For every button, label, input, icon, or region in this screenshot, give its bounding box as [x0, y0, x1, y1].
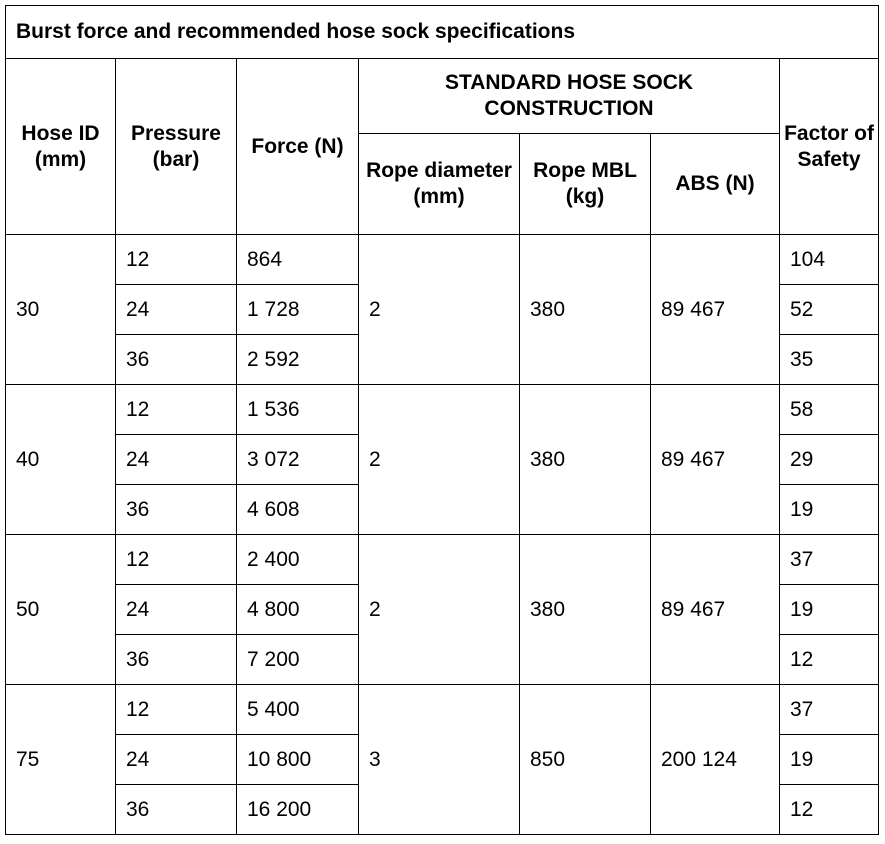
pressure-cell: 24: [116, 285, 237, 335]
force-cell: 2 400: [237, 535, 359, 585]
factor-of-safety-cell: 52: [780, 285, 879, 335]
hose-id-cell: 40: [6, 385, 116, 535]
header-rope-mbl: Rope MBL (kg): [520, 134, 651, 235]
factor-of-safety-cell: 37: [780, 535, 879, 585]
force-cell: 4 800: [237, 585, 359, 635]
abs-cell: 89 467: [651, 235, 780, 385]
rope-mbl-cell: 380: [520, 385, 651, 535]
force-cell: 864: [237, 235, 359, 285]
factor-of-safety-cell: 58: [780, 385, 879, 435]
factor-of-safety-cell: 19: [780, 735, 879, 785]
table-body: [6, 235, 879, 835]
factor-of-safety-cell: 37: [780, 685, 879, 735]
factor-of-safety-cell: 104: [780, 235, 879, 285]
rope-mbl-cell: 380: [520, 535, 651, 685]
rope-diameter-cell: 2: [359, 385, 520, 535]
header-hose-id: Hose ID (mm): [6, 59, 116, 235]
table-title: Burst force and recommended hose sock specifications: [6, 6, 879, 59]
header-pressure: Pressure (bar): [116, 59, 237, 235]
header-rope-diameter: Rope diameter (mm): [359, 134, 520, 235]
factor-of-safety-cell: 19: [780, 585, 879, 635]
force-cell: 1 728: [237, 285, 359, 335]
factor-of-safety-cell: 12: [780, 785, 879, 835]
rope-diameter-cell: 2: [359, 235, 520, 385]
header-force: Force (N): [237, 59, 359, 235]
force-cell: 3 072: [237, 435, 359, 485]
force-cell: 4 608: [237, 485, 359, 535]
table-row: [6, 685, 879, 735]
pressure-cell: 24: [116, 585, 237, 635]
pressure-cell: 12: [116, 385, 237, 435]
rope-diameter-cell: 2: [359, 535, 520, 685]
force-cell: 2 592: [237, 335, 359, 385]
abs-cell: 200 124: [651, 685, 780, 835]
force-cell: 7 200: [237, 635, 359, 685]
factor-of-safety-cell: 29: [780, 435, 879, 485]
pressure-cell: 12: [116, 535, 237, 585]
pressure-cell: 36: [116, 335, 237, 385]
hose-id-cell: 50: [6, 535, 116, 685]
pressure-cell: 12: [116, 235, 237, 285]
header-standard-construction: STANDARD HOSE SOCK CONSTRUCTION: [359, 59, 780, 134]
rope-mbl-cell: 380: [520, 235, 651, 385]
factor-of-safety-cell: 19: [780, 485, 879, 535]
table-row: [6, 535, 879, 585]
rope-diameter-cell: 3: [359, 685, 520, 835]
pressure-cell: 24: [116, 435, 237, 485]
pressure-cell: 24: [116, 735, 237, 785]
hose-id-cell: 30: [6, 235, 116, 385]
header-factor-of-safety: Factor of Safety: [780, 59, 879, 235]
rope-mbl-cell: 850: [520, 685, 651, 835]
force-cell: 1 536: [237, 385, 359, 435]
force-cell: 16 200: [237, 785, 359, 835]
pressure-cell: 36: [116, 785, 237, 835]
table-row: [6, 235, 879, 285]
abs-cell: 89 467: [651, 535, 780, 685]
header-abs: ABS (N): [651, 134, 780, 235]
force-cell: 10 800: [237, 735, 359, 785]
abs-cell: 89 467: [651, 385, 780, 535]
factor-of-safety-cell: 35: [780, 335, 879, 385]
pressure-cell: 36: [116, 485, 237, 535]
pressure-cell: 36: [116, 635, 237, 685]
hose-sock-spec-table: [5, 5, 879, 835]
pressure-cell: 12: [116, 685, 237, 735]
hose-id-cell: 75: [6, 685, 116, 835]
force-cell: 5 400: [237, 685, 359, 735]
factor-of-safety-cell: 12: [780, 635, 879, 685]
table-row: [6, 385, 879, 435]
